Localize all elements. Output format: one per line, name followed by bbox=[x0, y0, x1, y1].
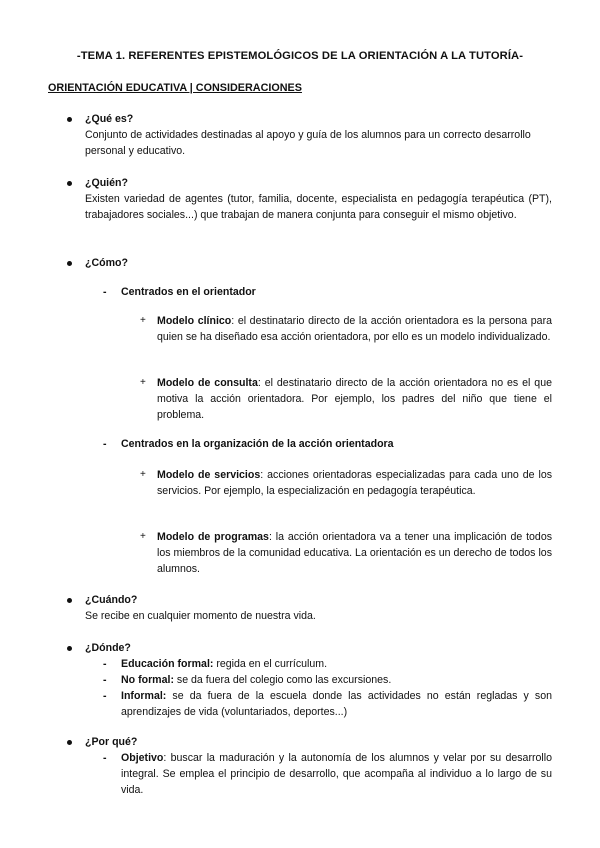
donde-heading: ¿Dónde? bbox=[85, 642, 131, 654]
dash-icon: - bbox=[103, 752, 107, 764]
donde-item bbox=[121, 672, 552, 688]
quien-text: Existen variedad de agentes (tutor, familia, docente, especialista en pedagogía terapéutica (PT), trabajadores sociales...) que trabajan de manera conjunta para conseguir el mismo objetivo. bbox=[85, 193, 552, 221]
item-text: : acciones orientadoras especializadas para cada uno de los servicios. Por ejemplo, la especialización en pedagogía terapéutica. bbox=[157, 469, 553, 497]
item-text: se da fuera de la escuela donde las actividades no están regladas y son aprendizajes de vida (voluntariados, deportes...) bbox=[121, 690, 552, 718]
que-text: Conjunto de actividades destinadas al apoyo y guía de los alumnos para un correcto desarrollo personal y educativo. bbox=[85, 129, 531, 157]
donde-item bbox=[121, 688, 552, 720]
como-group1-item bbox=[157, 313, 552, 345]
dash-icon: - bbox=[103, 674, 107, 686]
como-group2-item bbox=[157, 467, 552, 499]
plus-icon: + bbox=[140, 531, 146, 542]
porque-item bbox=[121, 750, 552, 798]
como-group2-label: Centrados en la organización de la acción orientadora bbox=[121, 438, 394, 450]
item-term: Educación formal: bbox=[121, 658, 214, 670]
porque-heading: ¿Por qué? bbox=[85, 736, 138, 748]
item-text: : buscar la maduración y la autonomía de los alumnos y velar por su desarrollo integral. Se emplea el principio de desarrollo, que acompaña al individuo a lo largo de su vida. bbox=[121, 752, 552, 796]
item-text: : el destinatario directo de la acción orientadora es la persona para quien se ha diseñado esa acción orientadora, por ello es un modelo individualizado. bbox=[157, 315, 552, 343]
bullet-icon bbox=[67, 117, 72, 122]
cuando-text: Se recibe en cualquier momento de nuestra vida. bbox=[85, 610, 316, 622]
bullet-icon bbox=[67, 598, 72, 603]
item-term: Modelo de consulta bbox=[157, 377, 258, 389]
dash-icon: - bbox=[103, 658, 107, 670]
como-group2-item bbox=[157, 529, 552, 577]
que-heading: ¿Qué es? bbox=[85, 113, 134, 125]
bullet-icon bbox=[67, 261, 72, 266]
item-term: Objetivo bbox=[121, 752, 164, 764]
bullet-icon bbox=[67, 740, 72, 745]
item-text: : el destinatario directo de la acción orientadora no es el que motiva la acción orientadora. Por ejemplo, los padres del niño que tiene el problema. bbox=[157, 377, 552, 421]
item-term: Modelo clínico bbox=[157, 315, 232, 327]
plus-icon: + bbox=[140, 377, 146, 388]
donde-item bbox=[121, 656, 552, 672]
section-subtitle: ORIENTACIÓN EDUCATIVA | CONSIDERACIONES bbox=[48, 82, 302, 94]
quien-heading: ¿Quién? bbox=[85, 177, 128, 189]
item-text: : la acción orientadora va a tener una implicación de todos los miembros de la comunidad educativa. La orientación es un derecho de todos los alumnos. bbox=[157, 531, 553, 575]
cuando-heading: ¿Cuándo? bbox=[85, 594, 138, 606]
bullet-icon bbox=[67, 646, 72, 651]
item-term: Informal: bbox=[121, 690, 167, 702]
item-term: Modelo de programas bbox=[157, 531, 269, 543]
como-group1-label: Centrados en el orientador bbox=[121, 286, 256, 298]
dash-icon: - bbox=[103, 690, 107, 702]
item-term: No formal: bbox=[121, 674, 174, 686]
dash-icon: - bbox=[103, 286, 107, 298]
item-text: regida en el currículum. bbox=[213, 658, 328, 670]
como-group1-item bbox=[157, 375, 552, 423]
plus-icon: + bbox=[140, 315, 146, 326]
plus-icon: + bbox=[140, 469, 146, 480]
page-title: -TEMA 1. REFERENTES EPISTEMOLÓGICOS DE LA ORIENTACIÓN A LA TUTORÍA- bbox=[76, 50, 524, 62]
item-term: Modelo de servicios bbox=[157, 469, 261, 481]
item-text: se da fuera del colegio como las excursiones. bbox=[173, 674, 392, 686]
dash-icon: - bbox=[103, 438, 107, 450]
bullet-icon bbox=[67, 181, 72, 186]
como-heading: ¿Cómo? bbox=[85, 257, 128, 269]
